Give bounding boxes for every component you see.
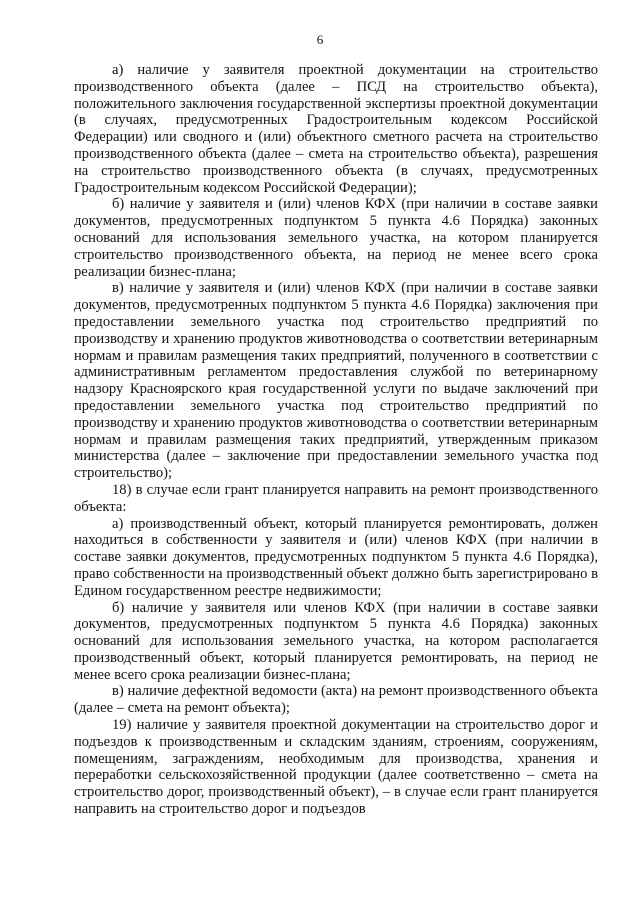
page-number: 6 <box>316 32 324 47</box>
paragraph-17v: в) наличие у заявителя и (или) членов КФХ (при наличии в составе заявки документов, предусмотренных подпунктом 5 пункта 4.6 Порядка) заключения при предоставлении земельного участка под строительство предприятий по производству и хранению продуктов животноводства о соответствии ветеринарным нормам и правилам размещения таких предприятий, полученного в соответствии с административным регламентом предоставления службой по ветеринарному надзору Красноярского края государственной услуги по выдаче заключений при предоставлении земельного участка под строительство предприятий по производству и хранению продуктов животноводства о соответствии ветеринарным нормам и правилам размещения таких предприятий, утвержденным приказом министерства (далее – заключение при предоставлении земельного участка под строительство); <box>74 280 598 482</box>
paragraph-18a: а) производственный объект, который планируется ремонтировать, должен находиться в собственности у заявителя и (или) членов КФХ (при наличии в составе заявки документов, предусмотренных подпунктом 5 пункта 4.6 Порядка), право собственности на производственный объект должно быть зарегистрировано в Едином государственном реестре недвижимости; <box>74 515 598 599</box>
paragraph-17a: а) наличие у заявителя проектной документации на строительство производственного объекта (далее – ПСД на строительство объекта), положительного заключения государственной экспертизы проектной документации (в случаях, предусмотренных Градостроительным кодексом Российской Федерации) или сводного и (или) объектного сметного расчета на строительство производственного объекта (далее – смета на строительство объекта), разрешения на строительство производственного объекта (в случаях, предусмотренных Градостроительным кодексом Российской Федерации); <box>74 62 598 196</box>
document-body <box>74 62 598 818</box>
paragraph-17b: б) наличие у заявителя и (или) членов КФХ (при наличии в составе заявки документов, предусмотренных подпунктом 5 пункта 4.6 Порядка) законных оснований для использования земельного участка, на котором планируется строительство производственного объекта, на период не менее всего срока реализации бизнес-плана; <box>74 196 598 280</box>
paragraph-18: 18) в случае если грант планируется направить на ремонт производственного объекта: <box>74 481 598 515</box>
paragraph-18v: в) наличие дефектной ведомости (акта) на ремонт производственного объекта (далее – смета на ремонт объекта); <box>74 683 598 717</box>
paragraph-18b: б) наличие у заявителя или членов КФХ (при наличии в составе заявки документов, предусмотренных подпунктом 5 пункта 4.6 Порядка) законных оснований для использования земельного участка, на котором располагается производственный объект, который планируется ремонтировать, на период не менее всего срока реализации бизнес-плана; <box>74 599 598 683</box>
paragraph-19: 19) наличие у заявителя проектной документации на строительство дорог и подъездов к производственным и складским зданиям, строениям, сооружениям, помещениям, заграждениям, необходимым для производства, хранения и переработки сельскохозяйственной продукции (далее соответственно – смета на строительство дорог, производственный объект), – в случае если грант планируется направить на строительство дорог и подъездов <box>74 717 598 818</box>
